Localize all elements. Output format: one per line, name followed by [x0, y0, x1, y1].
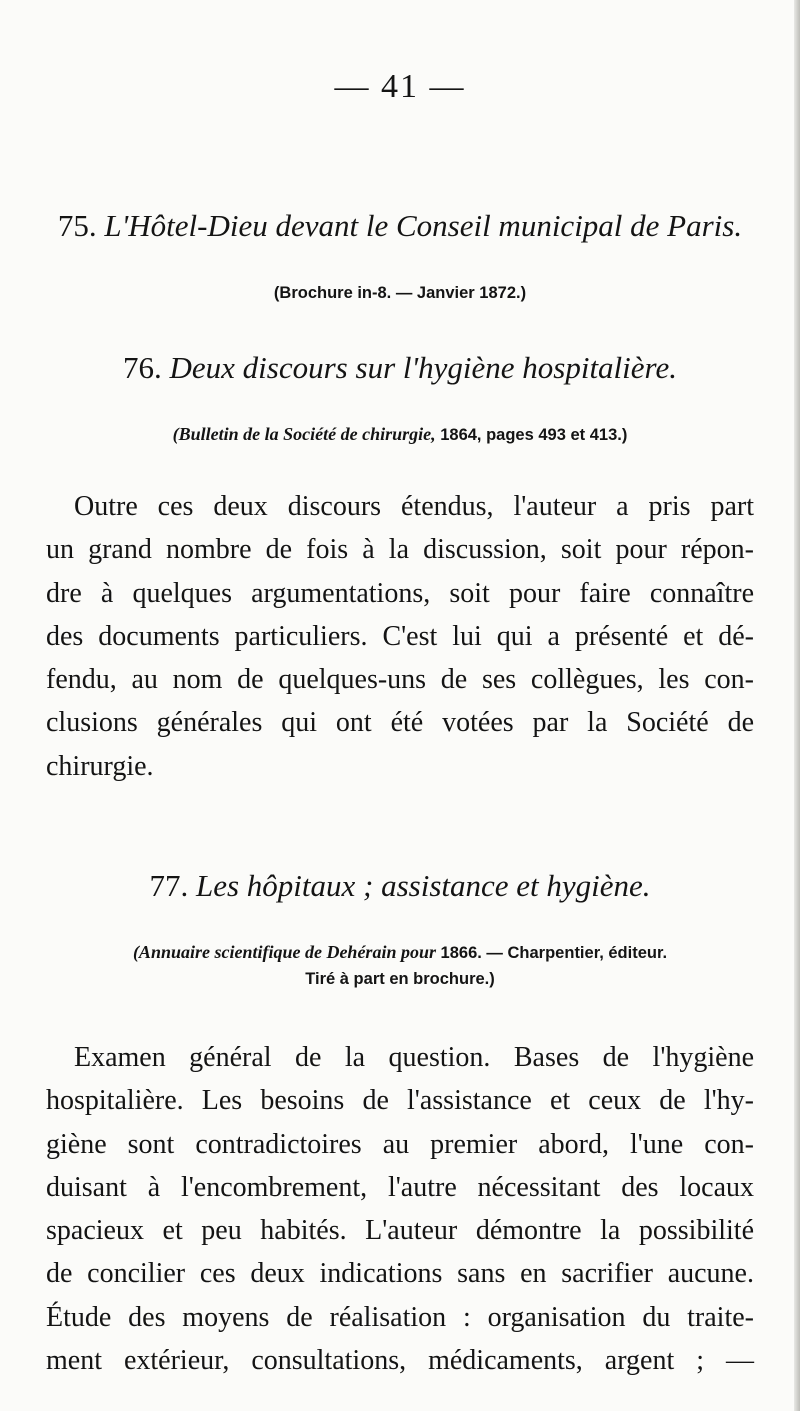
paragraph-line: dre à quelques argumentations, soit pour faire connaître — [46, 577, 754, 609]
paragraph-2 — [46, 1036, 754, 1382]
entry-title-text: Les hôpitaux ; assistance et hygiène. — [195, 868, 651, 903]
page-number: — 41 — — [334, 68, 466, 105]
subtitle-italic: (Bulletin de la Société de chirurgie, — [172, 424, 436, 444]
entry-76-subtitle — [0, 424, 800, 445]
paragraph-1 — [46, 485, 754, 788]
paragraph-line: Étude des moyens de réalisation : organisation du traite- — [46, 1301, 754, 1333]
paragraph-line: giène sont contradictoires au premier abord, l'une con- — [46, 1128, 754, 1160]
paragraph-line: chirurgie. — [46, 750, 154, 782]
paragraph-line: des documents particuliers. C'est lui qui a présenté et dé- — [46, 620, 754, 652]
paragraph-line: clusions générales qui ont été votées par la Société de — [46, 707, 754, 739]
entry-title-text: Deux discours sur l'hygiène hospitalière. — [169, 350, 677, 385]
subtitle-rest: 1866. — Charpentier, éditeur. — [435, 944, 668, 962]
paragraph-line: ment extérieur, consultations, médicaments, argent ; — — [46, 1345, 754, 1377]
entry-number: 76. — [123, 350, 162, 385]
paragraph-line: Examen général de la question. Bases de l'hygiène — [74, 1042, 754, 1073]
entry-75-title — [0, 208, 800, 244]
paragraph-line: hospitalière. Les besoins de l'assistance et ceux de l'hy- — [46, 1085, 754, 1117]
paragraph-line: duisant à l'encombrement, l'autre nécessitant des locaux — [46, 1171, 754, 1203]
entry-number: 77. — [149, 868, 189, 903]
entry-77-subtitle-line-2: Tiré à part en brochure.) — [305, 970, 495, 988]
paragraph-line: Outre ces deux discours étendus, l'auteur a pris part — [74, 491, 754, 522]
entry-number: 75. — [57, 208, 97, 243]
subtitle-rest: 1864, pages 493 et 413.) — [435, 426, 628, 444]
paragraph-line: de concilier ces deux indications sans en sacrifier aucune. — [46, 1258, 754, 1290]
paragraph-line: spacieux et peu habités. L'auteur démontre la possibilité — [46, 1215, 754, 1247]
entry-title-text: L'Hôtel-Dieu devant le Conseil municipal de Paris. — [104, 208, 743, 243]
entry-77-subtitle — [0, 942, 800, 963]
subtitle-italic: (Annuaire scientifique de Dehérain pour — [132, 942, 436, 962]
entry-77-title — [0, 868, 800, 904]
entry-76-title — [0, 350, 800, 386]
entry-75-subtitle: (Brochure in-8. — Janvier 1872.) — [273, 284, 527, 302]
paragraph-line: un grand nombre de fois à la discussion, soit pour répon- — [46, 534, 754, 566]
paragraph-line: fendu, au nom de quelques-uns de ses collègues, les con- — [46, 664, 754, 696]
